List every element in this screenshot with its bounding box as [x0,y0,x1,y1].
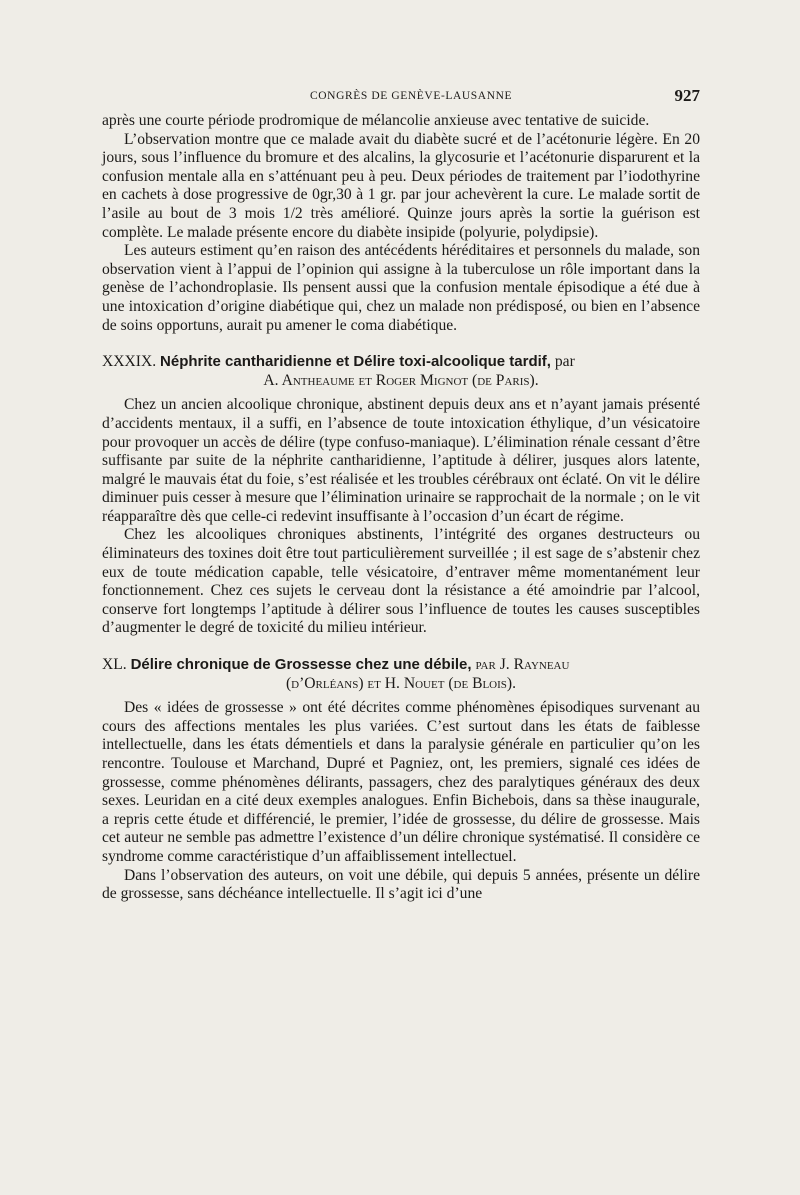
paragraph: Chez un ancien alcoolique chronique, abstinent depuis deux ans et n’ayant jamais présenté d’accidents mentaux, il a suffi, en l’absence de toute intoxication éthylique, d’un vésicatoire pour provoquer un accès de délire (type confuso-maniaque). L’élimination rénale cessant d’être suffisante par suite de la néphrite cantharidienne, l’aptitude à délirer, jusques alors latente, malgré le mauvais état du foie, s’est réalisée et les troubles cérébraux ont éclaté. On vit le délire diminuer puis cesser à mesure que l’élimination urinaire se rapprochait de la normale ; on le vit réapparaître dès que celle-ci redevint insuffisante à l’occasion d’un écart de régime. [102,396,700,525]
page-body [102,112,700,904]
paragraph: Chez les alcooliques chroniques abstinents, l’intégrité des organes destructeurs ou éliminateurs des toxines doit être tout particulièrement surveillée ; il est sage de s’abstenir chez eux de toute médication capable, telle vésicatoire, d’entraver même momentanément leur fonctionnement. Chez ces sujets le cerveau dont la résistance a été amoindrie par l’alcool, conserve fort longtemps l’aptitude à délirer sous l’influence de toutes les causes susceptibles d’augmenter le degré de toxicité du milieu intérieur. [102,526,700,637]
section-title: Délire chronique de Grossesse chez une débile, [130,656,472,674]
page-number: 927 [674,86,700,105]
paragraph: après une courte période prodromique de mélancolie anxieuse avec tentative de suicide. [102,112,650,129]
page-header [102,86,700,114]
section-number: XXXIX. [102,353,157,371]
paragraph: Des « idées de grossesse » ont été décrites comme phénomènes épisodiques survenant au cours des affections mentales les plus variées. C’est surtout dans les états de faiblesse intellectuelle, dans les états démentiels et dans la paralysie générale en particulier qu’on les rencontre. Toulouse et Marchand, Dupré et Pagniez, ont, les premiers, signalé ces idées de grossesse, comme phénomènes délirants, passagers, chez des paralytiques généraux des deux sexes. Leuridan en a cité deux exemples analogues. Enfin Bichebois, dans sa thèse inaugurale, a repris cette étude et différencié, le premier, l’idée de grossesse, du délire de grossesse. Mais cet auteur ne semble pas admettre l’existence d’un délire chronique systématisé. Il considère ce syndrome comme caractéristique d’un affaiblissement intellectuel. [102,699,700,865]
section-heading-39 [102,353,700,390]
section-heading-40 [102,656,700,693]
section-by: par [554,353,575,371]
running-head: CONGRÈS DE GENÈVE-LAUSANNE [310,90,513,102]
section-title: Néphrite cantharidienne et Délire toxi-alcoolique tardif, [160,353,551,371]
section-authors: (d’Orléans) et H. Nouet (de Blois). [285,674,517,692]
paragraph: L’observation montre que ce malade avait du diabète sucré et de l’acétonurie légère. En 20 jours, sous l’influence du bromure et des alcalins, la glycosurie et l’acétonurie disparurent et la confusion mentale alla en s’atténuant peu à peu. Deux périodes de traitement par l’iodothyrine en cachets à dose progressive de 0gr,30 à 1 gr. par jour achevèrent la cure. Le malade sortit de l’asile au bout de 3 mois 1/2 très amélioré. Quinze jours après la sortie la guérison est complète. Le malade présente encore du diabète insipide (polyurie, polydipsie). [102,130,700,241]
section-by: par J. Rayneau [475,656,570,674]
paragraph: Les auteurs estiment qu’en raison des antécédents héréditaires et personnels du malade, son observation vient à l’appui de l’opinion qui assigne à la tuberculose un rôle important dans la genèse de l’achondroplasie. Ils pensent aussi que la confusion mentale épisodique a été due à une intoxication d’origine diabétique qui, chez un malade non prédisposé, ou bien en l’absence de soins opportuns, aurait pu amener le coma diabétique. [102,242,700,334]
section-authors: A. Antheaume et Roger Mignot (de Paris). [263,371,539,389]
section-number: XL. [102,656,127,674]
paragraph: Dans l’observation des auteurs, on voit une débile, qui depuis 5 années, présente un délire de grossesse, sans déchéance intellectuelle. Il s’agit ici d’une [102,866,700,903]
